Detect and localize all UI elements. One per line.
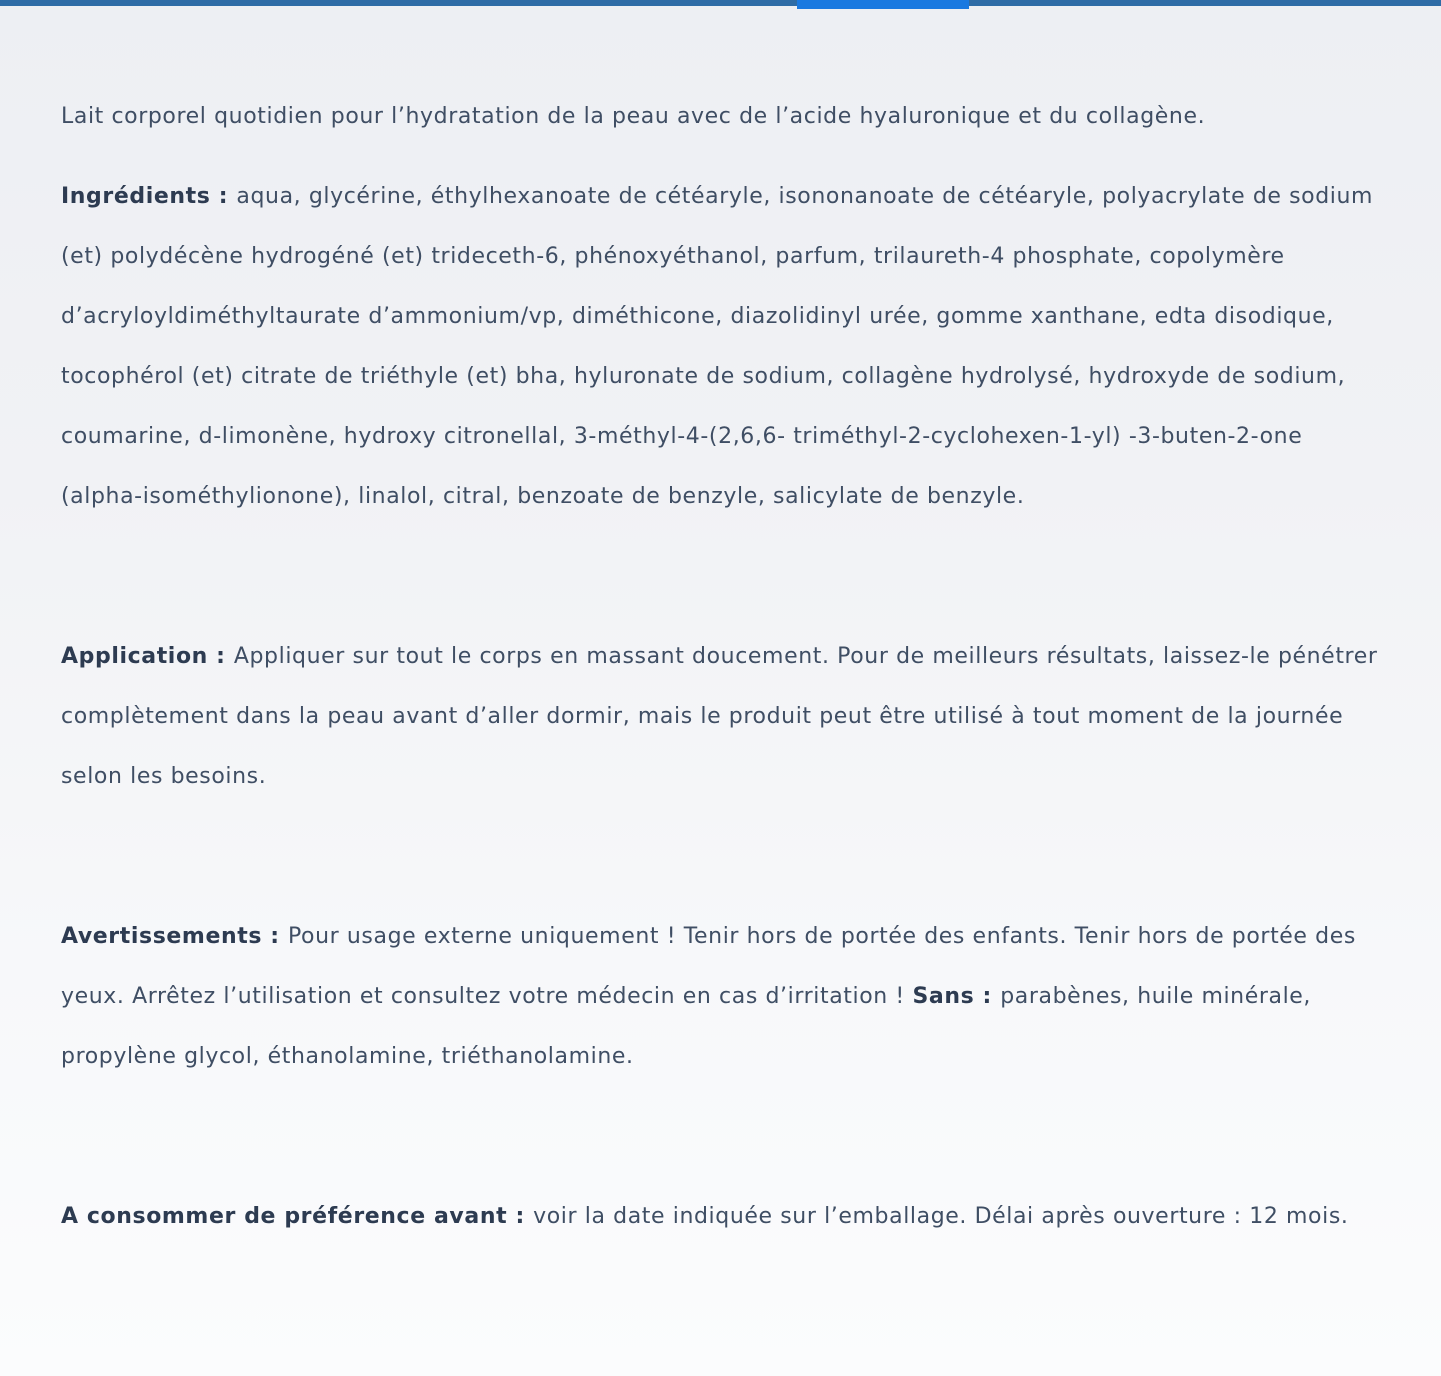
product-description-content [0,6,1441,1247]
tab-strip-border [0,0,1441,6]
active-tab-indicator[interactable] [797,0,969,9]
ingredients-paragraph [61,167,1378,527]
application-label: Application : [61,644,234,669]
ingredients-text: aqua, glycérine, éthylhexanoate de cétéaryle, isononanoate de cétéaryle, polyacrylate de sodium (et) polydécène hydrogéné (et) trideceth-6, phénoxyéthanol, parfum, trilaureth-4 phosphate, copolymère d’acryloyldiméthyltaurate d’ammonium/vp, diméthicone, diazolidinyl urée, gomme xanthane, edta disodique, tocophérol (et) citrate de triéthyle (et) bha, hyluronate de sodium, collagène hydrolysé, hydroxyde de sodium, coumarine, d-limonène, hydroxy citronellal, 3-méthyl-4-(2,6,6- triméthyl-2-cyclohexen-1-yl) -3-buten-2-one (alpha-isométhylionone), linalol, citral, benzoate de benzyle, salicylate de benzyle. [61,184,1374,509]
application-paragraph [61,627,1378,807]
best-before-label: A consommer de préférence avant : [61,1204,534,1229]
product-summary-text: Lait corporel quotidien pour l’hydratation de la peau avec de l’acide hyaluronique et du collagène. [61,104,1206,129]
without-text: parabènes, huile minérale, propylène glycol, éthanolamine, triéthanolamine. [61,984,1312,1069]
application-text: Appliquer sur tout le corps en massant doucement. Pour de meilleurs résultats, laissez-le pénétrer complètement dans la peau avant d’aller dormir, mais le produit peut être utilisé à tout moment de la journée selon les besoins. [61,644,1378,789]
warnings-text: Pour usage externe uniquement ! Tenir hors de portée des enfants. Tenir hors de portée des yeux. Arrêtez l’utilisation et consultez votre médecin en cas d’irritation ! [61,924,1356,1009]
best-before-text: voir la date indiquée sur l’emballage. Délai après ouverture : 12 mois. [533,1204,1349,1229]
best-before-paragraph [61,1187,1378,1247]
warnings-paragraph [61,907,1378,1087]
warnings-label: Avertissements : [61,924,288,949]
product-summary-paragraph [61,87,1378,147]
without-label: Sans : [912,984,1001,1009]
ingredients-label: Ingrédients : [61,184,237,209]
